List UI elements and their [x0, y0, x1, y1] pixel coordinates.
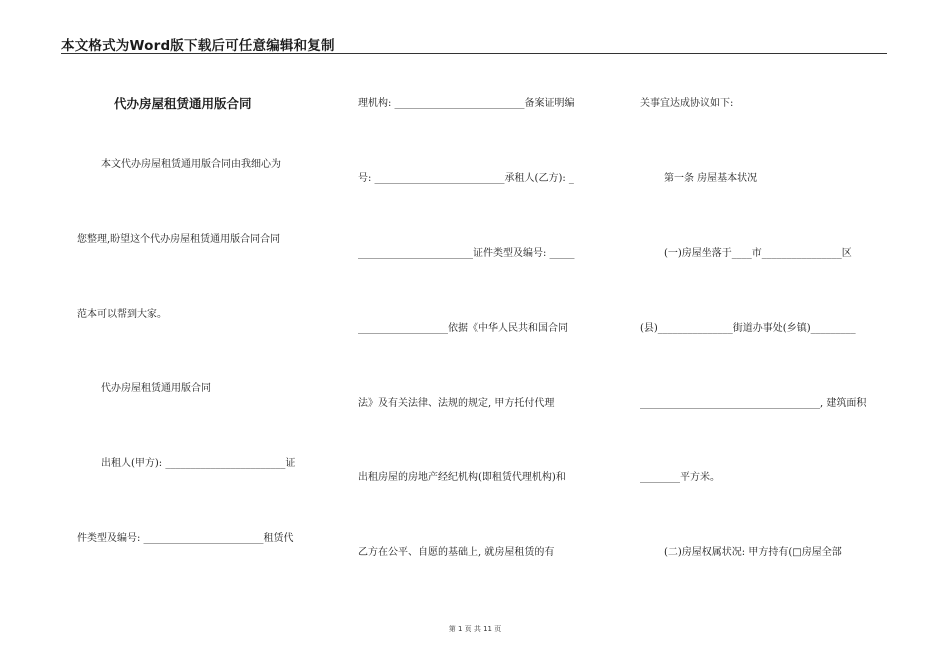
body-line: 关事宜达成协议如下:	[640, 98, 734, 109]
body-line: (县)_______________街道办事处(乡镇)_________	[640, 323, 856, 334]
body-line: 出租人(甲方): ________________________证	[101, 458, 296, 469]
page-header: 本文格式为Word版下载后可任意编辑和复制	[61, 38, 335, 54]
body-line: (二)房屋权属状况: 甲方持有(□房屋全部	[664, 547, 842, 558]
document-title: 代办房屋租赁通用版合同	[114, 96, 252, 111]
body-line: 您整理,盼望这个代办房屋租赁通用版合同合同	[77, 234, 281, 245]
body-line: 范本可以帮到大家。	[77, 309, 167, 320]
body-line: 法》及有关法律、法规的规定, 甲方托付代理	[358, 398, 555, 409]
section-heading: 第一条 房屋基本状况	[664, 173, 758, 184]
body-line: 出租房屋的房地产经纪机构(即租赁代理机构)和	[358, 472, 566, 483]
body-line: 乙方在公平、自愿的基础上, 就房屋租赁的有	[358, 547, 555, 558]
body-line: 件类型及编号: ________________________租赁代	[77, 533, 294, 544]
body-line: ________平方米。	[640, 472, 720, 483]
body-line: _______________________证件类型及编号: _____	[358, 248, 575, 259]
header-rule	[61, 53, 887, 54]
body-line: 理机构: __________________________备案证明编	[358, 98, 575, 109]
body-line: ____________________________________, 建筑面积	[640, 398, 867, 409]
page-number: 第 1 页 共 11 页	[448, 625, 502, 633]
body-line: __________________依据《中华人民共和国合同	[358, 323, 568, 334]
body-line: 本文代办房屋租赁通用版合同由我细心为	[101, 159, 281, 170]
body-line: 代办房屋租赁通用版合同	[101, 383, 211, 394]
body-line: (一)房屋坐落于____市________________区	[664, 248, 852, 259]
body-line: 号: __________________________承租人(乙方): _	[358, 173, 574, 184]
